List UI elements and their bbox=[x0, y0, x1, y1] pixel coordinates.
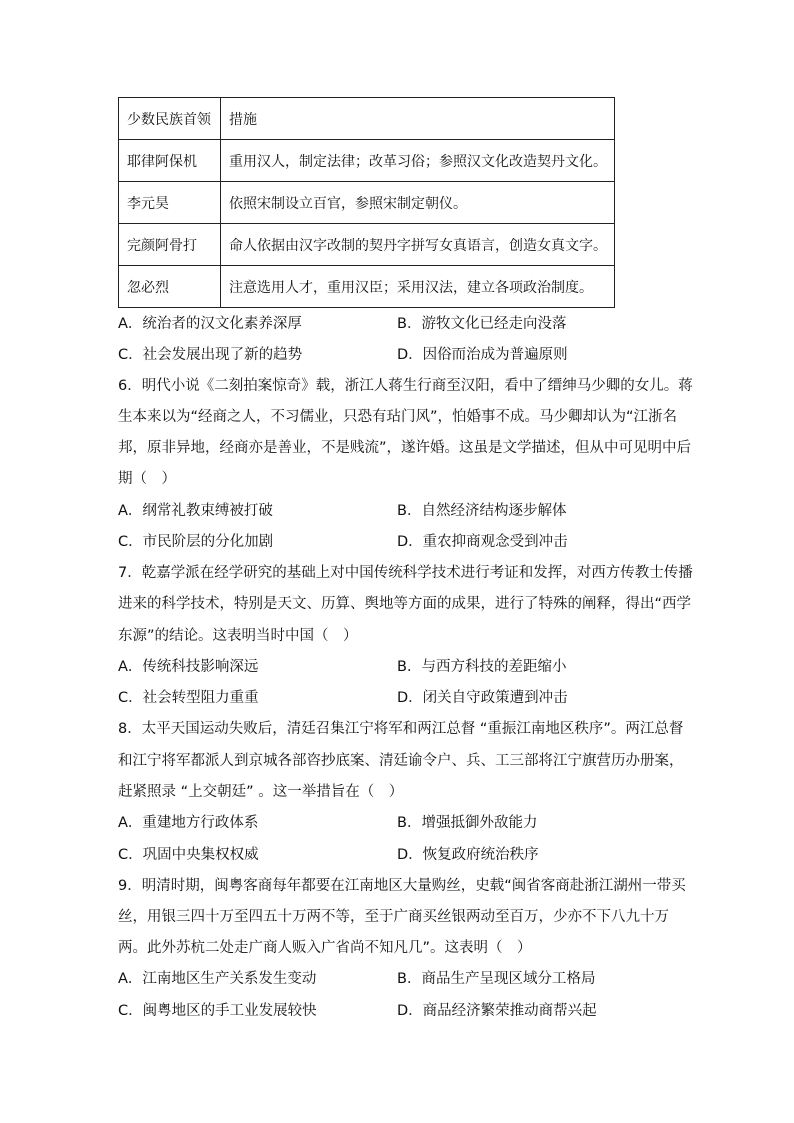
q6-option-d: D．重农抑商观念受到冲击 bbox=[397, 534, 568, 550]
q7-option-b: B．与西方科技的差距缩小 bbox=[397, 659, 567, 675]
q7-option-a: A．传统科技影响深远 bbox=[118, 659, 259, 675]
q6-stem-line: 邦，原非异地，经商亦是善业，不是贱流”，遂许婚。这虽是文学描述，但从中可见明中后 bbox=[118, 440, 692, 456]
q6-stem-line: 期（ ） bbox=[118, 471, 176, 487]
table-row bbox=[119, 266, 615, 308]
measures-table bbox=[118, 97, 615, 308]
q6-stem-line: 6．明代小说《二刻拍案惊奇》载，浙江人蒋生行商至汉阳，看中了缙绅马少卿的女儿。蒋 bbox=[118, 378, 693, 394]
table-row bbox=[119, 182, 615, 224]
table-cell-measure: 依照宋制设立百官，参照宋制定朝仪。 bbox=[221, 182, 615, 224]
q6-stem-line: 生本来以为“经商之人，不习儒业，只恐有玷门风”，怕婚事不成。马少卿却认为“江浙名 bbox=[118, 409, 678, 425]
q8-option-b: B．增强抵御外敌能力 bbox=[397, 815, 538, 831]
table-cell-leader: 李元昊 bbox=[119, 182, 221, 224]
q5-option-b: B．游牧文化已经走向没落 bbox=[397, 316, 567, 332]
q9-option-a: A．江南地区生产关系发生变动 bbox=[118, 971, 317, 987]
table-header-row bbox=[119, 98, 615, 140]
q8-stem-line: 和江宁将军都派人到京城各部咨抄底案、清廷谕令户、兵、工三部将江宁旗营历办册案， bbox=[118, 753, 684, 769]
table-cell-leader: 完颜阿骨打 bbox=[119, 224, 221, 266]
table-header-cell: 少数民族首领 bbox=[119, 98, 221, 140]
q6-option-b: B．自然经济结构逐步解体 bbox=[397, 503, 567, 519]
table-cell-measure: 重用汉人，制定法律；改革习俗；参照汉文化改造契丹文化。 bbox=[221, 140, 615, 182]
table-header-cell: 措施 bbox=[221, 98, 615, 140]
q9-stem-line: 丝，用银三四十万至四五十万两不等，至于广商买丝银两动至百万，少亦不下八九十万 bbox=[118, 909, 669, 925]
q9-stem-line: 9．明清时期，闽粤客商每年都要在江南地区大量购丝，史载“闽省客商赴浙江湖州一带买 bbox=[118, 878, 686, 894]
table-cell-measure: 命人依据由汉字改制的契丹字拼写女真语言，创造女真文字。 bbox=[221, 224, 615, 266]
q7-stem-line: 东源”的结论。这表明当时中国（ ） bbox=[118, 628, 358, 644]
q7-stem-line: 进来的科学技术，特别是天文、历算、舆地等方面的成果，进行了特殊的阐释，得出“西学 bbox=[118, 596, 692, 612]
q5-option-d: D．因俗而治成为普遍原则 bbox=[397, 347, 568, 363]
q8-option-c: C．巩固中央集权权威 bbox=[118, 847, 259, 863]
table-cell-leader: 耶律阿保机 bbox=[119, 140, 221, 182]
q5-option-c: C．社会发展出现了新的趋势 bbox=[118, 347, 303, 363]
q9-stem-line: 两。此外苏杭二处走广商人贩入广省尚不知凡几”。这表明（ ） bbox=[118, 940, 532, 956]
q6-option-c: C．市民阶层的分化加剧 bbox=[118, 534, 274, 550]
table-row bbox=[119, 224, 615, 266]
q9-option-b: B．商品生产呈现区域分工格局 bbox=[397, 971, 596, 987]
q5-option-a: A．统治者的汉文化素养深厚 bbox=[118, 316, 302, 332]
q7-option-d: D．闭关自守政策遭到冲击 bbox=[397, 690, 568, 706]
q6-option-a: A．纲常礼教束缚被打破 bbox=[118, 503, 273, 519]
q9-option-d: D．商品经济繁荣推动商帮兴起 bbox=[397, 1003, 597, 1019]
q8-stem-line: 赶紧照录 “上交朝廷” 。这一举措旨在（ ） bbox=[118, 784, 404, 800]
q8-stem-line: 8．太平天国运动失败后，清廷召集江宁将军和两江总督 “重振江南地区秩序”。两江总督 bbox=[118, 721, 684, 737]
table-cell-leader: 忽必烈 bbox=[119, 266, 221, 308]
q9-option-c: C．闽粤地区的手工业发展较快 bbox=[118, 1003, 317, 1019]
table-row bbox=[119, 140, 615, 182]
q7-stem-line: 7．乾嘉学派在经学研究的基础上对中国传统科学技术进行考证和发挥，对西方传教士传播 bbox=[118, 565, 693, 581]
q7-option-c: C．社会转型阻力重重 bbox=[118, 690, 259, 706]
table-cell-measure: 注意选用人才，重用汉臣；采用汉法，建立各项政治制度。 bbox=[221, 266, 615, 308]
q8-option-d: D．恢复政府统治秩序 bbox=[397, 847, 539, 863]
q8-option-a: A．重建地方行政体系 bbox=[118, 815, 259, 831]
